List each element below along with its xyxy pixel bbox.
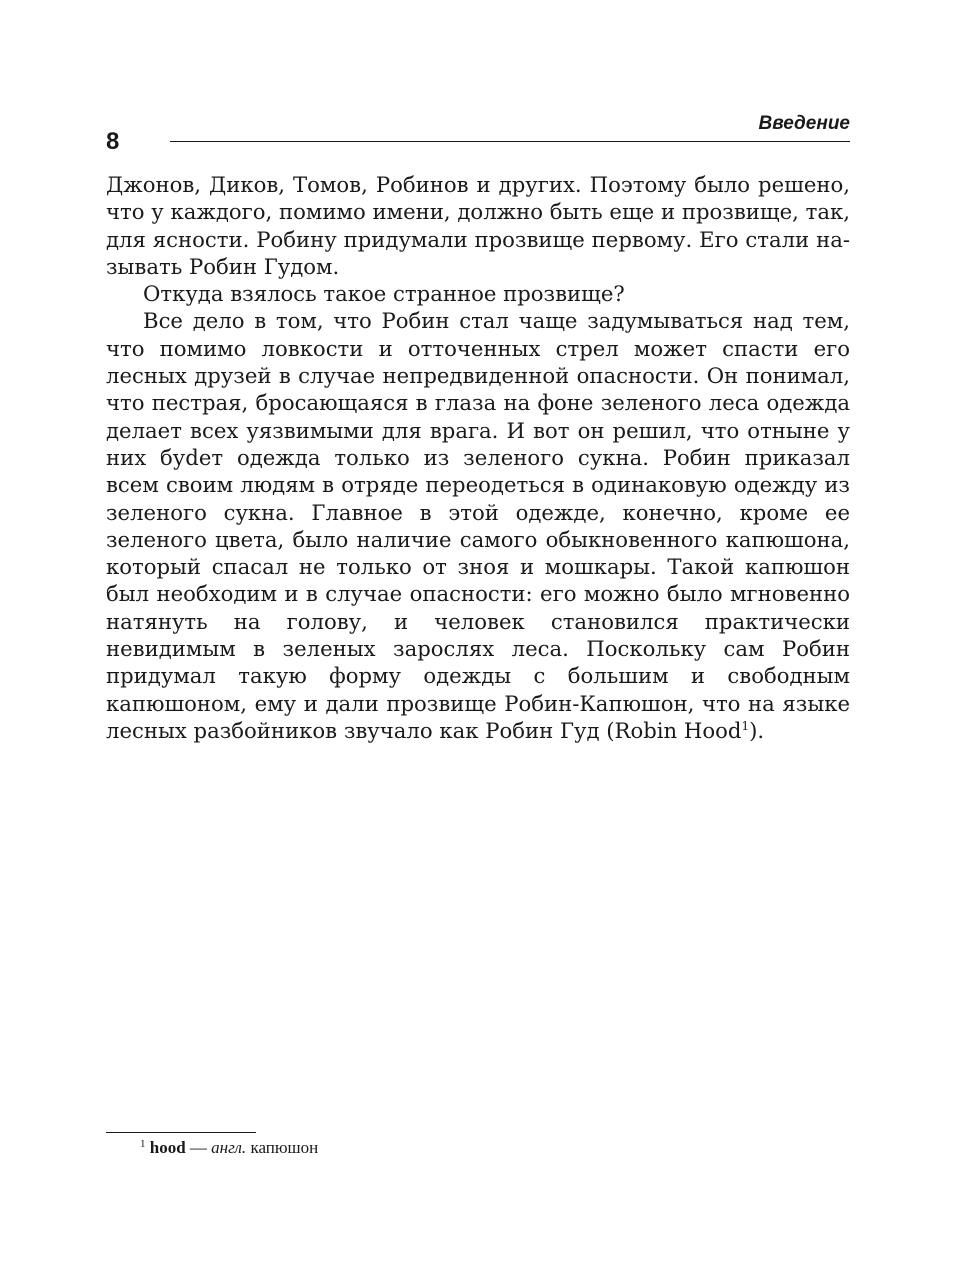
footnote bbox=[140, 1137, 318, 1159]
footnote-rule bbox=[106, 1132, 256, 1133]
paragraph-3-text: Все дело в том, что Робин стал чаще задумываться над тем, что помимо ловкости и отточенных стрел может спасти его лесных друзей в случае непредвиденной опасности. Он понимал, что пестрая, бросающаяся в глаза на фоне зеленого леса одежда делает всех уязвимыми для врага. И вот он решил, что отныне у них буdет одежда только из зеленого сукна. Робин приказал всем своим людям в отряде переодеться в одинаковую одежду из зеленого сукна. Главное в этой одежде, конечно, кроме ее зеленого цвета, было наличие самого обыкновенного капюшона, который спасал не только от зноя и мошкары. Такой капюшон был необходим и в случае опасности: его можно было мгновенно натянуть на голову, и человек становился практически невидимым в зеленых зарослях леса. Поскольку сам Робин придумал такую форму одежды с большим и свободным капюшоном, ему и дали прозвище Робин-Капюшон, что на языке лесных разбойников звучало как Робин Гуд (Robin Hood bbox=[106, 308, 850, 743]
paragraph-3-end: ). bbox=[749, 717, 765, 743]
body-text bbox=[106, 171, 850, 744]
footnote-dash: — bbox=[189, 1138, 207, 1157]
paragraph-3 bbox=[106, 307, 850, 744]
footnote-language: англ. bbox=[211, 1138, 247, 1157]
footnote-reference: 1 bbox=[741, 718, 750, 733]
header-rule bbox=[170, 141, 850, 142]
footnote-translation: капюшон bbox=[250, 1138, 319, 1157]
page-number: 8 bbox=[106, 128, 120, 155]
footnote-term: hood bbox=[149, 1138, 186, 1157]
section-title: Введение bbox=[758, 113, 850, 134]
paragraph-1: Джонов, Диков, Томов, Робинов и других. Поэтому было решено, что у каждого, помимо имени, должно быть еще и прозвище, так, для ясности. Робину придумали прозвище первому. Его стали называть Робин Гудом. bbox=[106, 172, 850, 279]
paragraph-2: Откуда взялось такое странное прозвище? bbox=[143, 281, 625, 307]
footnote-marker: 1 bbox=[140, 1138, 146, 1150]
